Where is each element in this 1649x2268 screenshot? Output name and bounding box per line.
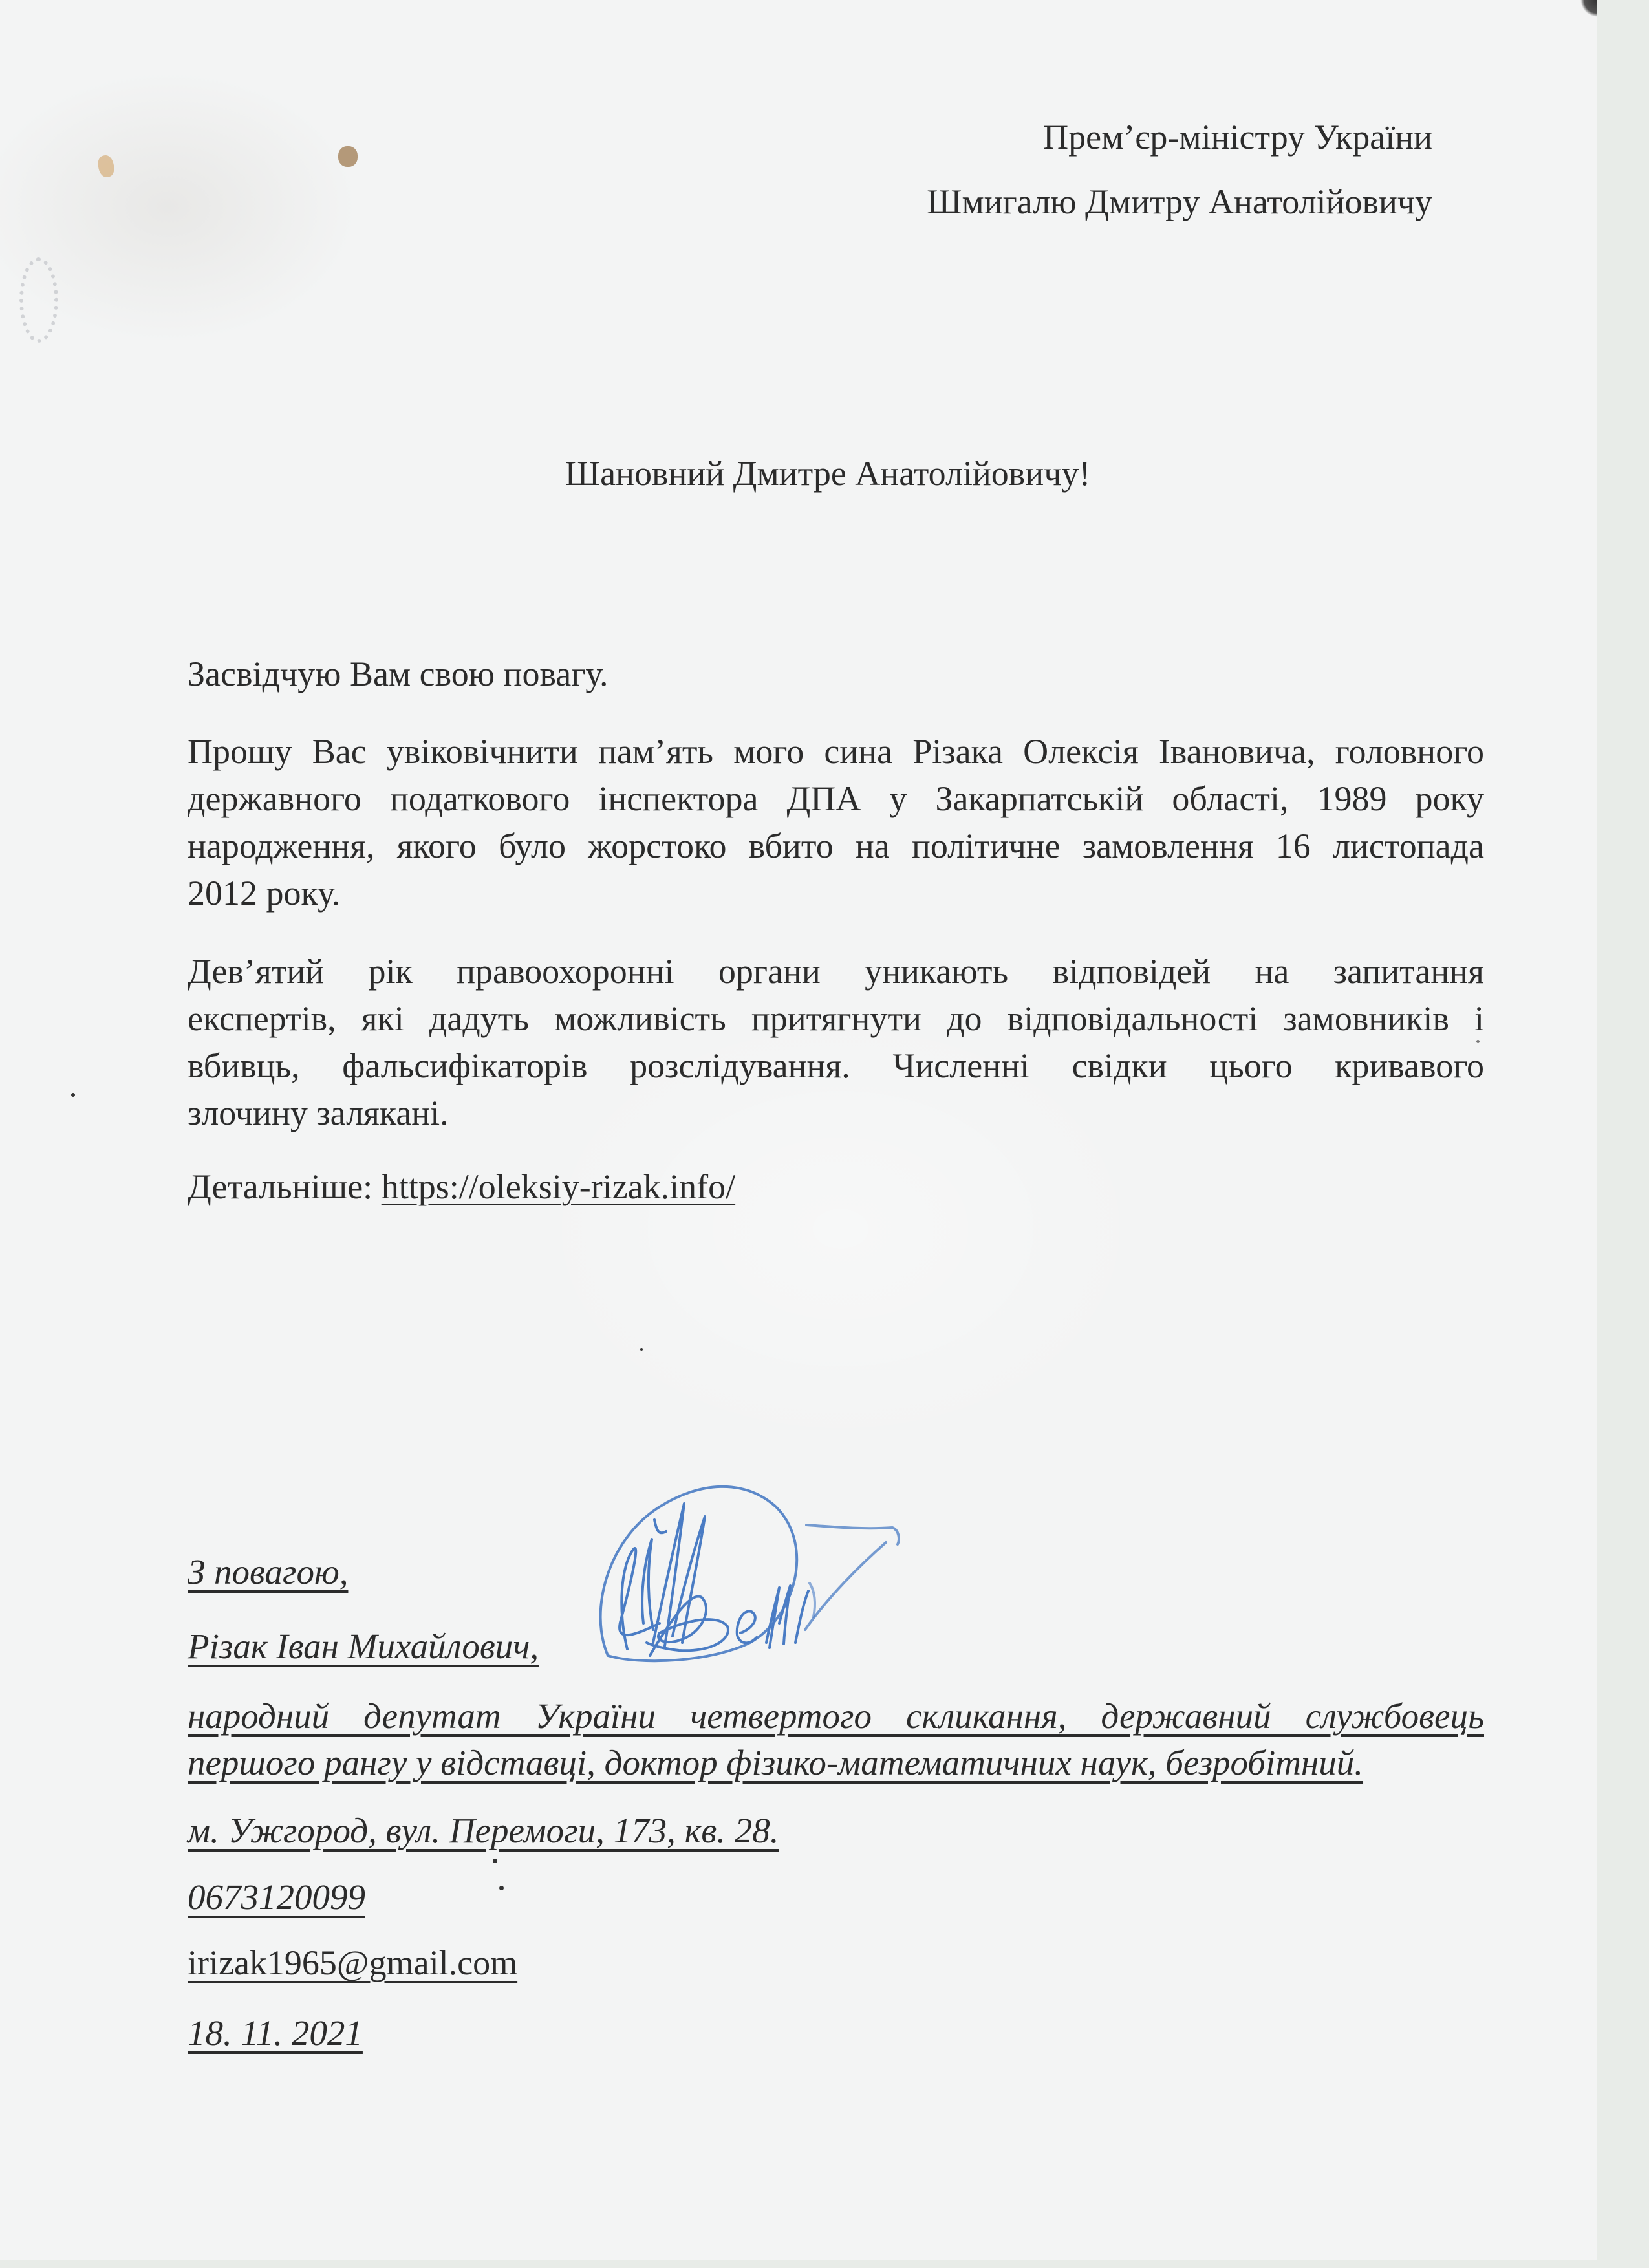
paper-stain <box>96 154 116 178</box>
signer-title-line-1: народний депутат України четвертого скликання, державний службовець <box>188 1696 1484 1736</box>
paragraph-line: 2012 року. <box>188 874 341 913</box>
paper-speck <box>499 1886 504 1890</box>
paragraph-line: Прошу Вас увіковічнити пам’ять мого сина Різака Олексія Івановича, головного <box>188 732 1484 771</box>
paragraph-line: Дев’ятий рік правоохоронні органи уникають відповідей на запитання <box>188 952 1484 991</box>
signer-address: м. Ужгород, вул. Перемоги, 173, кв. 28. <box>188 1811 779 1850</box>
closing-regards: З повагою, <box>188 1552 349 1592</box>
addressee-line-2: Шмигалю Дмитру Анатолійовичу <box>927 182 1432 221</box>
paper-speck <box>1476 1040 1480 1043</box>
paragraph-line: державного податкового інспектора ДПА у Закарпатській області, 1989 року <box>188 779 1484 818</box>
addressee-line-1: Прем’єр-міністру України <box>1043 118 1432 157</box>
handwritten-signature <box>582 1468 1261 1675</box>
paper-speck <box>493 1859 497 1863</box>
paper-stain <box>338 146 358 167</box>
paper-speck <box>71 1093 75 1097</box>
details-link[interactable]: https://oleksiy-rizak.info/ <box>381 1167 736 1206</box>
salutation: Шановний Дмитре Анатолійовичу! <box>565 454 1091 493</box>
paper-smudge <box>19 257 58 343</box>
details-label: Детальніше: <box>188 1167 382 1206</box>
letter-date: 18. 11. 2021 <box>188 2013 363 2053</box>
signer-title-line-2: першого рангу у відставці, доктор фізико-математичних наук, безробітний. <box>188 1743 1364 1782</box>
paper-speck <box>640 1348 643 1351</box>
details-line <box>188 1169 735 1204</box>
paragraph-line: експертів, які дадуть можливість притягнути до відповідальності замовників і <box>188 999 1484 1038</box>
signer-email[interactable]: irizak1965@gmail.com <box>188 1943 518 1982</box>
paragraph-line: злочину залякані. <box>188 1094 449 1132</box>
body-paragraph-1: Засвідчую Вам свою повагу. <box>188 654 609 693</box>
signer-name: Різак Іван Михайлович, <box>188 1626 539 1666</box>
paragraph-line: вбивць, фальсифікаторів розслідування. Численні свідки цього кривавого <box>188 1046 1484 1085</box>
scan-corner-shadow <box>1580 0 1597 17</box>
paragraph-line: народження, якого було жорстоко вбито на політичне замовлення 16 листопада <box>188 826 1484 865</box>
signer-phone: 0673120099 <box>188 1877 365 1917</box>
